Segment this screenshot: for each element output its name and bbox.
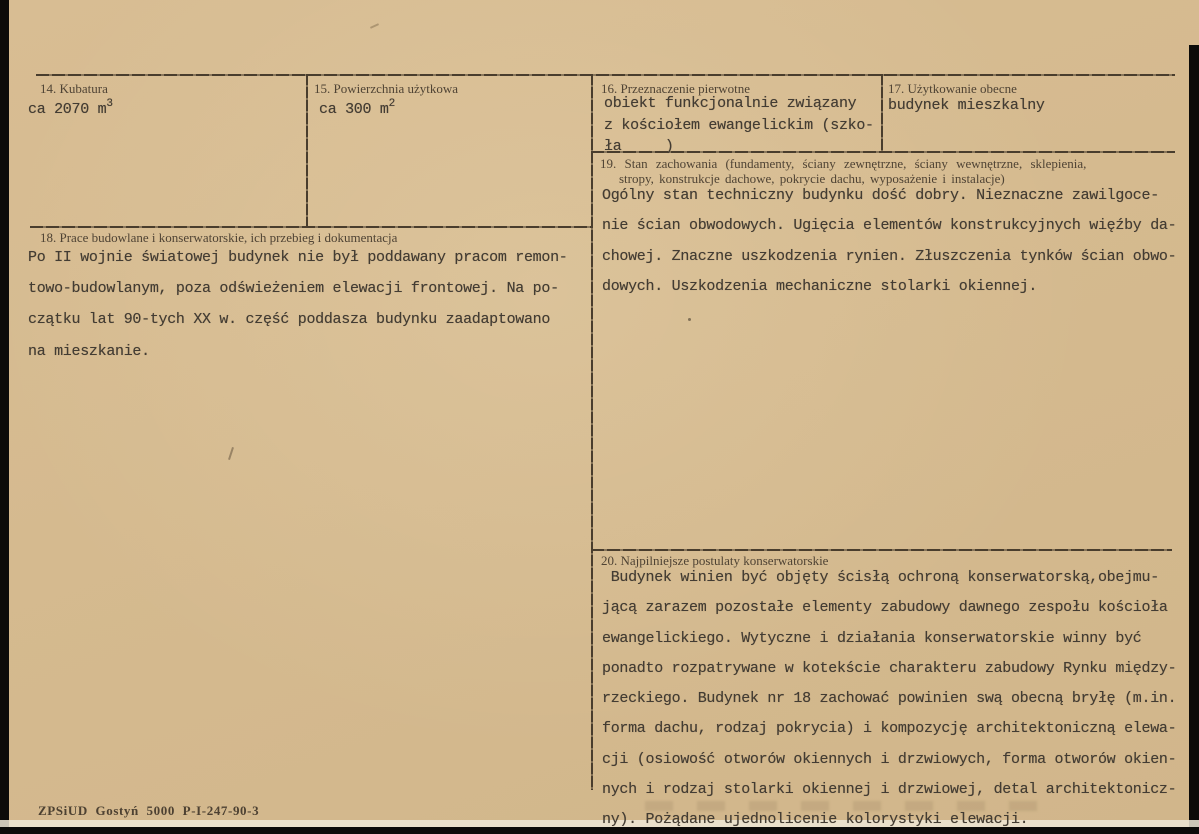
field-19-label-line1: 19. Stan zachowania (fundamenty, ściany zewnętrzne, ściany wewnętrzne, sklepienia,: [600, 156, 1087, 171]
text-line: rzeckiego. Budynek nr 18 zachować powinien swą obecną bryłę (m.in.: [602, 690, 1177, 708]
scan-artifact: [228, 447, 234, 460]
field-17-value: budynek mieszkalny: [888, 97, 1045, 114]
printer-imprint: ZPSiUD Gostyń 5000 P-I-247-90-3: [38, 803, 260, 818]
field-14-value-sup: 3: [106, 98, 113, 110]
table-border-above-20: [591, 549, 1172, 551]
field-15-value: [319, 99, 395, 118]
text-line: Ogólny stan techniczny budynku dość dobry. Nieznaczne zawilgoce-: [602, 187, 1159, 204]
table-border-top: [36, 74, 1175, 76]
field-16-label: 16. Przeznaczenie pierwotne: [601, 81, 751, 96]
field-16-value: [604, 93, 874, 158]
text-line: dowych. Uszkodzenia mechaniczne stolarki okiennej.: [602, 277, 1038, 295]
text-line: chowej. Znaczne uszkodzenia rynien. Złuszczenia tynków ścian obwo-: [602, 247, 1177, 265]
text-line: Po II wojnie światowej budynek nie był poddawany pracom remon-: [28, 249, 568, 266]
scan-edge-right: [1189, 45, 1199, 834]
field-14-value: [28, 99, 113, 118]
field-19-value: [602, 181, 1176, 302]
scan-edge-left: [0, 0, 9, 834]
text-line: ła ): [604, 138, 674, 155]
text-line: z kościołem ewangelickim (szko-: [604, 116, 874, 134]
field-15-value-text: ca 300 m: [319, 101, 389, 118]
field-15-value-sup: 2: [388, 98, 395, 110]
text-line: ponadto rozpatrywane w kotekście charakteru zabudowy Rynku między-: [602, 659, 1177, 677]
scan-artifact: [370, 23, 379, 29]
text-line: jącą zarazem pozostałe elementy zabudowy dawnego zespołu kościoła: [602, 599, 1168, 617]
field-14-label: 14. Kubatura: [40, 81, 108, 96]
text-line: ewangelickiego. Wytyczne i działania konserwatorskie winny być: [602, 629, 1142, 647]
field-20-value: [602, 563, 1176, 834]
scan-smudge: [645, 801, 1045, 811]
field-14-value-text: ca 2070 m: [28, 101, 107, 118]
text-line: nych i rodzaj stolarki okiennej i drzwiowej, detal architektonicz-: [602, 781, 1177, 799]
table-border-main-column: [591, 74, 593, 790]
field-18-value: [28, 242, 568, 367]
text-line: Budynek winien być objęty ścisłą ochroną konserwatorską,obejmu-: [602, 569, 1159, 586]
text-line: na mieszkanie.: [28, 342, 150, 360]
text-line: cji (osiowość otworów okiennych i drzwiowych, forma otworów okien-: [602, 750, 1177, 768]
text-line: ny). Pożądane ujednolicenie kolorystyki elewacji.: [602, 811, 1029, 829]
text-line: obiekt funkcjonalnie związany: [604, 95, 857, 112]
text-line: czątku lat 90-tych XX w. część poddasza budynku zaadaptowano: [28, 311, 551, 329]
table-border-16-17: [881, 74, 883, 153]
field-20-label: 20. Najpilniejsze postulaty konserwatorskie: [601, 553, 829, 568]
text-line: nie ścian obwodowych. Ugięcia elementów konstrukcyjnych więźby da-: [602, 217, 1177, 235]
table-border-14-15: [306, 74, 308, 227]
field-15-label: 15. Powierzchnia użytkowa: [314, 81, 459, 96]
table-border-above-18: [30, 226, 593, 228]
scan-artifact: [688, 318, 691, 321]
field-18-label: 18. Prace budowlane i konserwatorskie, ich przebieg i dokumentacja: [40, 230, 398, 245]
field-17-label: 17. Użytkowanie obecne: [888, 81, 1017, 96]
field-19-label-line2: stropy, konstrukcje dachowe, pokrycie dachu, wyposażenie i instalacje): [619, 171, 1005, 186]
text-line: towo-budowlanym, poza odświeżeniem elewacji frontowej. Na po-: [28, 280, 559, 298]
text-line: forma dachu, rodzaj pokrycia) i kompozycję architektoniczną elewa-: [602, 720, 1177, 738]
